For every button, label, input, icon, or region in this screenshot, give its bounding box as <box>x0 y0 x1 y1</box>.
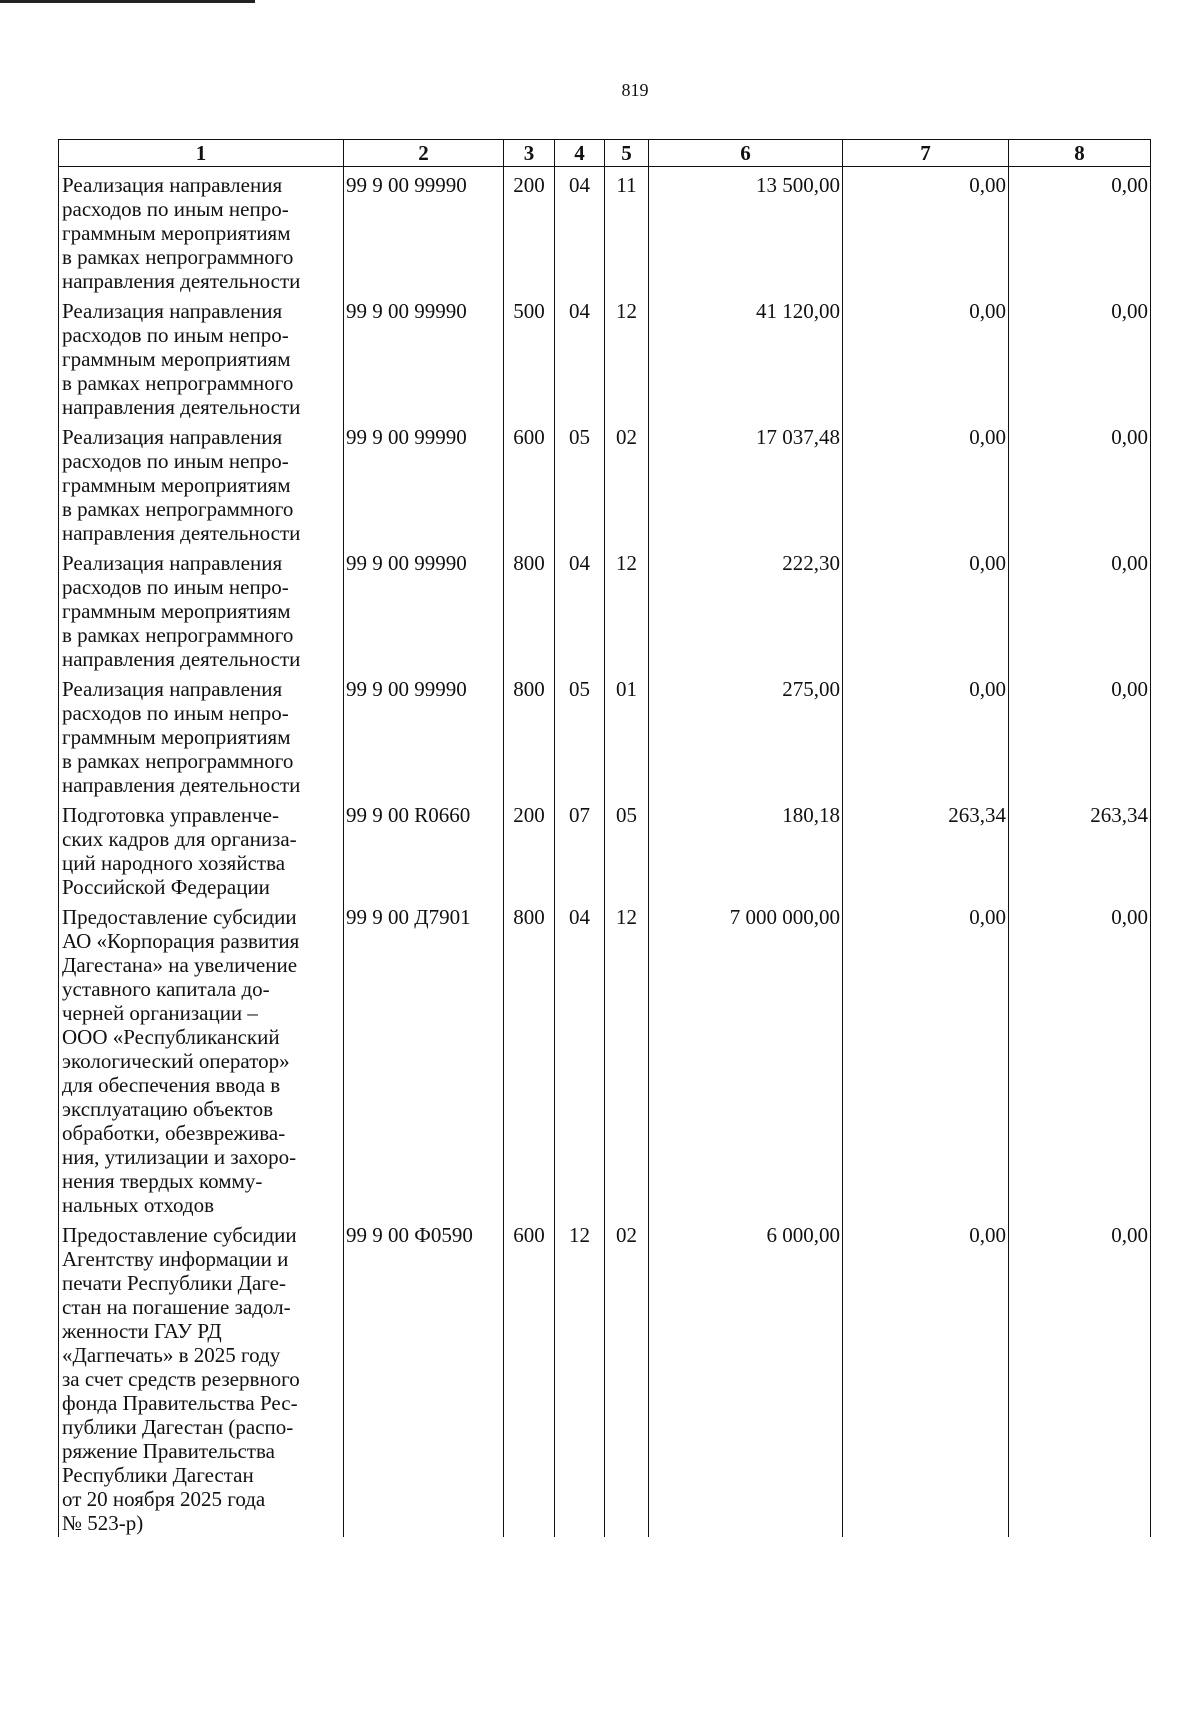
row-c8-cell: 0,00 <box>1009 671 1151 797</box>
row-name-cell <box>59 797 344 899</box>
column-header: 3 <box>504 140 555 167</box>
table-row <box>59 293 1151 419</box>
column-header: 2 <box>344 140 504 167</box>
row-c5-cell: 02 <box>605 419 649 545</box>
name-line: направления деятельности <box>62 773 301 797</box>
name-line: граммным мероприятиям <box>62 473 291 497</box>
row-c6-cell: 17 037,48 <box>649 419 843 545</box>
row-c3-cell: 800 <box>504 899 555 1217</box>
table-row <box>59 419 1151 545</box>
row-code-cell: 99 9 00 99990 <box>344 545 504 671</box>
row-name-cell <box>59 671 344 797</box>
name-line: женности ГАУ РД <box>62 1319 222 1343</box>
name-line: Реализация направления <box>62 173 283 197</box>
name-line: граммным мероприятиям <box>62 725 291 749</box>
row-c4-cell: 05 <box>555 671 605 797</box>
row-c3-cell: 200 <box>504 797 555 899</box>
row-c5-cell: 12 <box>605 899 649 1217</box>
name-line: направления деятельности <box>62 269 301 293</box>
name-line: граммным мероприятиям <box>62 347 291 371</box>
name-line: № 523-р) <box>62 1511 144 1535</box>
row-c6-cell: 7 000 000,00 <box>649 899 843 1217</box>
row-c8-cell: 0,00 <box>1009 167 1151 294</box>
name-line: направления деятельности <box>62 647 301 671</box>
name-line: обработки, обезврежива- <box>62 1121 286 1145</box>
row-c8-cell: 0,00 <box>1009 419 1151 545</box>
name-line: от 20 ноября 2025 года <box>62 1487 266 1511</box>
name-line: для обеспечения ввода в <box>62 1073 281 1097</box>
name-line: Подготовка управленче- <box>62 803 279 827</box>
row-name-cell <box>59 1217 344 1537</box>
name-line: в рамках непрограммного <box>62 623 294 647</box>
row-name-cell <box>59 167 344 294</box>
name-line: в рамках непрограммного <box>62 749 294 773</box>
name-line: направления деятельности <box>62 521 301 545</box>
row-c7-cell: 0,00 <box>843 545 1009 671</box>
name-line: граммным мероприятиям <box>62 599 291 623</box>
row-c5-cell: 01 <box>605 671 649 797</box>
name-line: в рамках непрограммного <box>62 245 294 269</box>
name-line: нальных отходов <box>62 1193 214 1217</box>
column-header: 4 <box>555 140 605 167</box>
name-line: расходов по иным непро- <box>62 575 289 599</box>
row-c3-cell: 600 <box>504 419 555 545</box>
name-line: черней организации – <box>62 1001 258 1025</box>
row-c3-cell: 600 <box>504 1217 555 1537</box>
name-line: Предоставление субсидии <box>62 1223 297 1247</box>
row-c7-cell: 263,34 <box>843 797 1009 899</box>
name-line: Реализация направления <box>62 299 283 323</box>
name-line: в рамках непрограммного <box>62 497 294 521</box>
row-code-cell: 99 9 00 Д7901 <box>344 899 504 1217</box>
row-c4-cell: 04 <box>555 899 605 1217</box>
name-line: «Дагпечать» в 2025 году <box>62 1343 281 1367</box>
name-line: нения твердых комму- <box>62 1169 263 1193</box>
row-code-cell: 99 9 00 99990 <box>344 671 504 797</box>
column-header: 5 <box>605 140 649 167</box>
row-c3-cell: 200 <box>504 167 555 294</box>
row-c4-cell: 12 <box>555 1217 605 1537</box>
row-c4-cell: 05 <box>555 419 605 545</box>
name-line: Дагестана» на увеличение <box>62 953 298 977</box>
row-c8-cell: 0,00 <box>1009 293 1151 419</box>
row-c6-cell: 275,00 <box>649 671 843 797</box>
page-number: 819 <box>621 80 649 100</box>
row-c5-cell: 02 <box>605 1217 649 1537</box>
row-code-cell: 99 9 00 R0660 <box>344 797 504 899</box>
row-c4-cell: 04 <box>555 167 605 294</box>
name-line: ских кадров для организа- <box>62 827 297 851</box>
name-line: печати Республики Даге- <box>62 1271 286 1295</box>
name-line: Агентству информации и <box>62 1247 289 1271</box>
table-header-row <box>59 140 1151 167</box>
name-line: эксплуатацию объектов <box>62 1097 273 1121</box>
name-line: ООО «Республиканский <box>62 1025 280 1049</box>
table-row <box>59 671 1151 797</box>
row-c7-cell: 0,00 <box>843 419 1009 545</box>
name-line: Реализация направления <box>62 677 283 701</box>
row-code-cell: 99 9 00 99990 <box>344 167 504 294</box>
row-name-cell <box>59 899 344 1217</box>
row-c4-cell: 04 <box>555 293 605 419</box>
name-line: публики Дагестан (распо- <box>62 1415 294 1439</box>
scan-edge-mark <box>0 0 255 3</box>
table-row <box>59 1217 1151 1537</box>
row-c5-cell: 12 <box>605 293 649 419</box>
row-c4-cell: 07 <box>555 797 605 899</box>
row-c5-cell: 05 <box>605 797 649 899</box>
row-c3-cell: 500 <box>504 293 555 419</box>
name-line: Реализация направления <box>62 551 283 575</box>
row-c8-cell: 0,00 <box>1009 545 1151 671</box>
row-c7-cell: 0,00 <box>843 167 1009 294</box>
column-header: 6 <box>649 140 843 167</box>
name-line: фонда Правительства Рес- <box>62 1391 298 1415</box>
name-line: ций народного хозяйства <box>62 851 286 875</box>
row-c5-cell: 11 <box>605 167 649 294</box>
table-row <box>59 899 1151 1217</box>
row-c8-cell: 0,00 <box>1009 1217 1151 1537</box>
name-line: расходов по иным непро- <box>62 701 289 725</box>
name-line: Реализация направления <box>62 425 283 449</box>
row-c3-cell: 800 <box>504 545 555 671</box>
name-line: уставного капитала до- <box>62 977 270 1001</box>
name-line: ния, утилизации и захоро- <box>62 1145 297 1169</box>
row-c6-cell: 222,30 <box>649 545 843 671</box>
name-line: расходов по иным непро- <box>62 323 289 347</box>
row-c4-cell: 04 <box>555 545 605 671</box>
row-code-cell: 99 9 00 99990 <box>344 293 504 419</box>
row-name-cell <box>59 419 344 545</box>
name-line: направления деятельности <box>62 395 301 419</box>
row-name-cell <box>59 545 344 671</box>
name-line: за счет средств резервного <box>62 1367 300 1391</box>
name-line: АО «Корпорация развития <box>62 929 300 953</box>
name-line: Республики Дагестан <box>62 1463 254 1487</box>
budget-table <box>58 139 1151 1537</box>
row-c6-cell: 180,18 <box>649 797 843 899</box>
name-line: экологический оператор» <box>62 1049 290 1073</box>
column-header: 8 <box>1009 140 1151 167</box>
row-c8-cell: 263,34 <box>1009 797 1151 899</box>
row-c6-cell: 41 120,00 <box>649 293 843 419</box>
row-name-cell <box>59 293 344 419</box>
row-c7-cell: 0,00 <box>843 293 1009 419</box>
row-c7-cell: 0,00 <box>843 899 1009 1217</box>
row-c7-cell: 0,00 <box>843 1217 1009 1537</box>
table-row <box>59 167 1151 294</box>
row-c6-cell: 6 000,00 <box>649 1217 843 1537</box>
name-line: Предоставление субсидии <box>62 905 297 929</box>
row-code-cell: 99 9 00 99990 <box>344 419 504 545</box>
row-c6-cell: 13 500,00 <box>649 167 843 294</box>
column-header: 1 <box>59 140 344 167</box>
name-line: Российской Федерации <box>62 875 270 899</box>
row-code-cell: 99 9 00 Ф0590 <box>344 1217 504 1537</box>
row-c5-cell: 12 <box>605 545 649 671</box>
table-row <box>59 545 1151 671</box>
name-line: граммным мероприятиям <box>62 221 291 245</box>
name-line: в рамках непрограммного <box>62 371 294 395</box>
row-c3-cell: 800 <box>504 671 555 797</box>
row-c8-cell: 0,00 <box>1009 899 1151 1217</box>
name-line: ряжение Правительства <box>62 1439 275 1463</box>
column-header: 7 <box>843 140 1009 167</box>
name-line: стан на погашение задол- <box>62 1295 291 1319</box>
name-line: расходов по иным непро- <box>62 449 289 473</box>
row-c7-cell: 0,00 <box>843 671 1009 797</box>
table-row <box>59 797 1151 899</box>
name-line: расходов по иным непро- <box>62 197 289 221</box>
